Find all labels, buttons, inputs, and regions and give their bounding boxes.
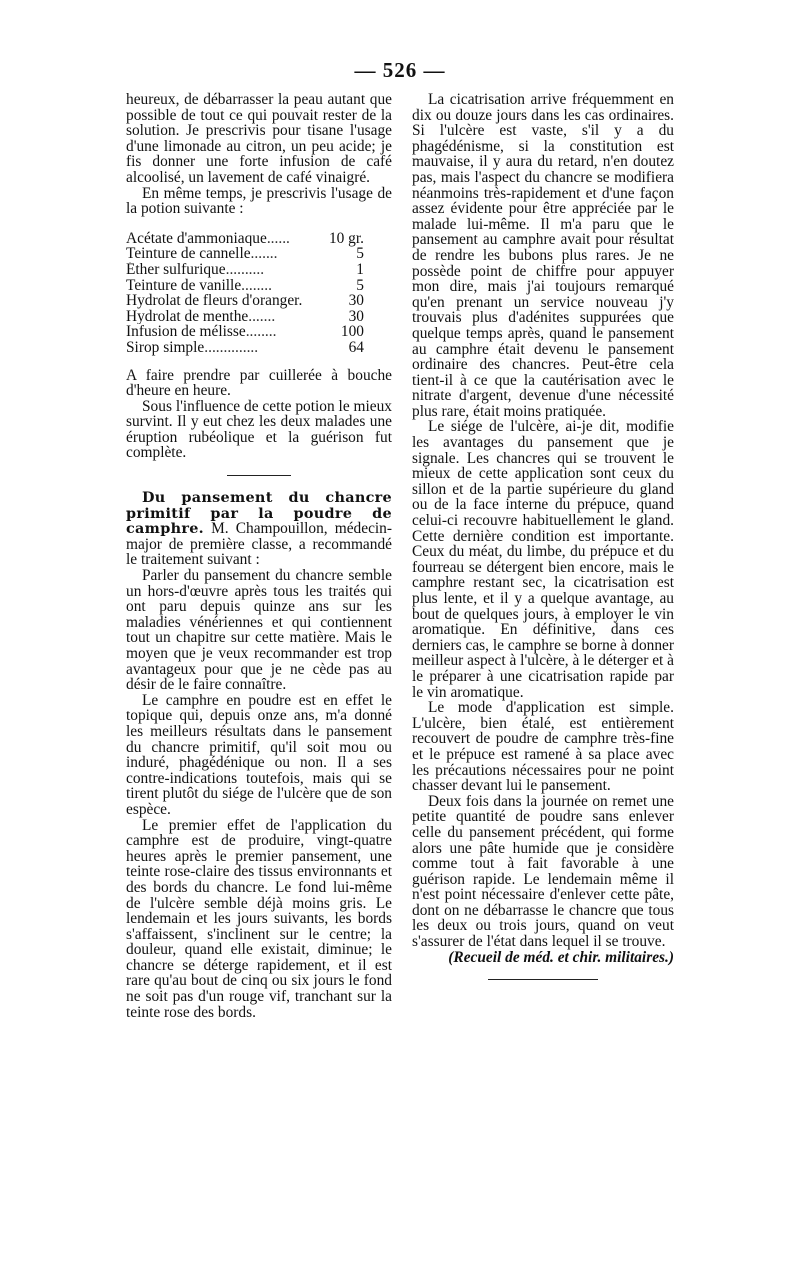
paragraph: En même temps, je prescrivis l'usage de la potion suivante : xyxy=(126,184,392,218)
paragraph: Le mode d'application est simple. L'ulcère, bien étalé, est entièrement recouvert de poudre de camphre très-fine et le prépuce est ramené à sa place avec les précautions nécessaires pour ne point chasser devant lui le pansement. xyxy=(412,699,674,795)
recipe-ingredient xyxy=(126,340,322,356)
ingredient-quantity: 30 xyxy=(348,307,364,325)
leader-dots: ...... xyxy=(266,230,290,247)
paragraph: heureux, de débarrasser la peau autant que possible de tout ce qui pouvait rester de la solution. Je prescrivis pour tisane l'usage d'une limonade au citron, un peu acide; je fis donner une forte infusion de café alcoolisé, un lavement de café vinaigré. xyxy=(126,91,392,186)
ingredient-quantity: 100 xyxy=(340,323,364,341)
paragraph: Deux fois dans la journée on remet une petite quantité de poudre sans enlever celle du pansement précédent, qui forme alors une pâte humide que je considère comme tout à fait favorable à une guérison rapide. Le lendemain même il n'est point nécessaire d'enlever cette pâte, dont on ne débarrasse le chancre que tous les deux ou trois jours, quand on veut s'assurer de l'état dans lequel il se trouve. xyxy=(412,792,674,951)
leader-dots: ....... xyxy=(248,308,276,325)
recipe-row xyxy=(126,278,364,294)
ingredient-quantity: 5 xyxy=(356,245,364,263)
recipe-row xyxy=(126,293,364,309)
ingredient-quantity: 64 xyxy=(348,338,364,356)
paragraph: Le camphre en poudre est en effet le topique qui, depuis onze ans, m'a donné les meilleurs résultats dans le pansement du chancre primitif, qu'il soit mou ou induré, phagédénique ou non. Il a ses contre-indications toutefois, mais qui se tirent plutôt du siége de l'ulcère que de son espèce. xyxy=(126,691,392,818)
page-number: — 526 — xyxy=(354,58,446,82)
paragraph: Le siége de l'ulcère, ai-je dit, modifie les avantages du pansement que je signale. Les chancres qui se trouvent le mieux de cette application sont ceux du sillon et de la partie supérieure du gland ou de la face interne du prépuce, quand celui-ci recouvre habituellement le gland. Cette dernière condition est importante. Ceux du méat, du limbe, du prépuce et du fourreau se détergent bien encore, mais le camphre restant sec, la cicatrisation est plus lente, et il y a quelque avantage, au bout de quelques jours, à employer le vin aromatique. En définitive, dans ces derniers cas, le camphre se borne à donner meilleur aspect à l'ulcère, à le déterger et à le préparer à une cicatrisation rapide par le vin aromatique. xyxy=(412,418,674,701)
ingredient-quantity: 1 xyxy=(356,260,364,278)
ingredient-name: Teinture de vanille xyxy=(126,277,242,294)
recipe-row xyxy=(126,324,364,340)
leader-dots: .............. xyxy=(204,339,259,356)
section-paragraph xyxy=(126,490,392,568)
section-divider xyxy=(227,475,291,476)
right-column xyxy=(412,92,674,994)
source-citation: (Recueil de méd. et chir. militaires.) xyxy=(448,948,674,966)
section-headline: Du pansement du chancre primitif par la poudre de camphre. xyxy=(126,489,392,538)
left-column xyxy=(126,92,392,1020)
ingredient-name: Sirop simple xyxy=(126,339,205,356)
leader-dots: ........ xyxy=(245,324,277,340)
ingredient-name: Teinture de cannelle xyxy=(126,246,251,262)
recipe-ingredient xyxy=(126,262,322,278)
ingredient-quantity: 10 gr. xyxy=(328,229,364,247)
paragraph: Sous l'influence de cette potion le mieux survint. Il y eut chez les deux malades une éruption rubéolique et la guérison fut complète. xyxy=(126,397,392,462)
ingredient-quantity: 30 xyxy=(348,292,364,310)
recipe-ingredient xyxy=(126,309,322,325)
source-citation-line xyxy=(412,950,674,966)
recipe-ingredient xyxy=(126,231,322,247)
leader-dots: .......... xyxy=(225,261,265,278)
recipe-ingredient xyxy=(126,278,322,294)
recipe-ingredient xyxy=(126,293,322,309)
recipe-ingredient xyxy=(126,246,322,262)
recipe-row xyxy=(126,262,364,278)
ingredient-name: Hydrolat de menthe xyxy=(126,308,249,325)
ingredient-name: Éther sulfurique xyxy=(126,261,226,278)
recipe-row xyxy=(126,246,364,262)
end-divider xyxy=(488,979,598,980)
ingredient-name: Acétate d'ammoniaque xyxy=(126,230,267,247)
ingredient-name: Infusion de mélisse xyxy=(126,324,246,340)
ingredient-quantity: 5 xyxy=(356,276,364,294)
ingredient-name: Hydrolat de fleurs d'oranger. xyxy=(126,293,303,309)
recipe-row xyxy=(126,231,364,247)
recipe-row xyxy=(126,340,364,356)
paragraph: Le premier effet de l'application du camphre est de produire, vingt-quatre heures après le premier pansement, une teinte rose-claire des tissus environnants et des bords du chancre. Le fond lui-même de l'ulcère semble déjà moins gris. Le lendemain et les jours suivants, les bords s'affaissent, s'inclinent sur le centre; la douleur, quand elle existait, diminue; le chancre se déterge rapidement, et il est rare qu'au bout de cinq ou six jours le fond ne soit pas d'un rouge vif, tranchant sur la teinte rose des bords. xyxy=(126,816,392,1021)
recipe-ingredient xyxy=(126,324,322,340)
paragraph: A faire prendre par cuillerée à bouche d'heure en heure. xyxy=(126,366,392,400)
paragraph: Parler du pansement du chancre semble un hors-d'œuvre après tous les traités qui ont paru depuis quinze ans sur les maladies vénériennes et qui contiennent tout un chapitre sur cette matière. Mais le moyen que je veux recommander est trop avantageux pour que je ne cède pas au désir de le faire connaître. xyxy=(126,567,392,694)
recipe-row xyxy=(126,309,364,325)
leader-dots: ....... xyxy=(250,246,278,262)
potion-recipe-table xyxy=(126,231,364,356)
section-intro: M. Champouillon, médecin-major de première classe, a recommandé le traitement suivant : xyxy=(126,520,392,569)
paragraph: La cicatrisation arrive fréquemment en dix ou douze jours dans les cas ordinaires. Si l'ulcère est vaste, s'il y a du phagédénisme, si la constitution est mauvaise, il y aura du retard, n'en doutez pas, mais l'aspect du chancre se modifiera néanmoins très-rapidement et d'une façon assez évidente pour être appréciée par le malade lui-même. Il m'a paru que le pansement au camphre avait pour résultat de rendre les bubons plus rares. Je ne possède point de chiffre pour appuyer mon dire, mais j'ai toujours remarqué qu'en prenant un service nouveau j'y trouvais plus d'adénites suppurées que quelque temps après, quand le pansement au camphre était devenu le pansement ordinaire des chancres. Peut-être cela tient-il à ce que la cautérisation avec le nitrate d'argent, devenue d'une nécessité plus rare, était moins pratiquée. xyxy=(412,91,674,420)
leader-dots: ........ xyxy=(241,277,272,294)
